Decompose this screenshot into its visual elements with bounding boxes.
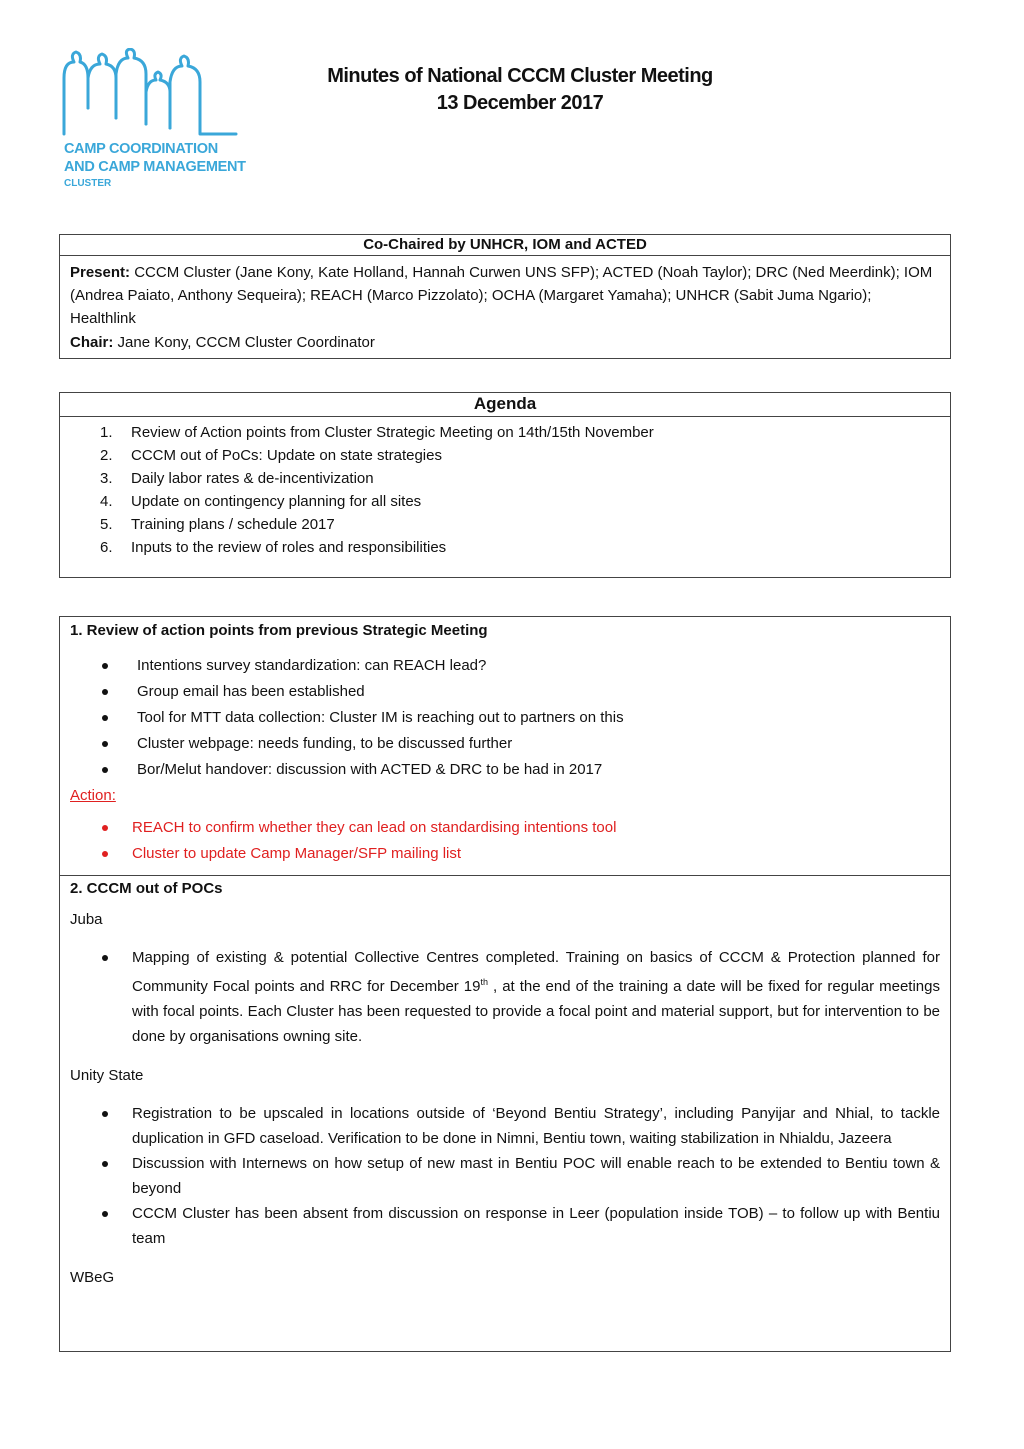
present-list bbox=[60, 256, 950, 332]
logo-line-3: CLUSTER bbox=[64, 178, 112, 189]
list-item: Tool for MTT data collection: Cluster IM is reaching out to partners on this bbox=[60, 705, 950, 731]
agenda-item: 3. Daily labor rates & de-incentivization bbox=[100, 470, 374, 487]
list-item: Bor/Melut handover: discussion with ACTED & DRC to be had in 2017 bbox=[60, 757, 950, 783]
wbeg-label: WBeG bbox=[70, 1269, 115, 1286]
attendance-heading: Co-Chaired by UNHCR, IOM and ACTED bbox=[60, 235, 950, 256]
title-line-1: Minutes of National CCCM Cluster Meeting bbox=[327, 65, 713, 87]
list-item: Cluster webpage: needs funding, to be discussed further bbox=[60, 731, 950, 757]
agenda-item: 2. CCCM out of PoCs: Update on state strategies bbox=[100, 447, 442, 464]
action-item: REACH to confirm whether they can lead on standardising intentions tool bbox=[60, 815, 950, 841]
agenda-item: 1. Review of Action points from Cluster Strategic Meeting on 14th/15th November bbox=[100, 424, 654, 441]
logo-line-2: AND CAMP MANAGEMENT bbox=[64, 159, 246, 175]
unity-state-bullets bbox=[60, 1101, 950, 1251]
list-item: Intentions survey standardization: can REACH lead? bbox=[60, 653, 950, 679]
agenda-heading: Agenda bbox=[60, 393, 950, 417]
list-item: Group email has been established bbox=[60, 679, 950, 705]
cccm-logo bbox=[60, 48, 250, 189]
document-title bbox=[270, 63, 770, 117]
juba-bullets bbox=[60, 945, 950, 1049]
agenda-item: 5. Training plans / schedule 2017 bbox=[100, 516, 335, 533]
section-2-title: 2. CCCM out of POCs bbox=[70, 880, 223, 897]
agenda-item: 6. Inputs to the review of roles and responsibilities bbox=[100, 539, 447, 556]
list-item: Mapping of existing & potential Collective Centres completed. Training on basics of CCCM & Protection planned for Community Focal points and RRC for December 19th , at the end of the training a date will be fixed for regular meetings with focal points. Each Cluster has been requested to provide a focal point and material support, but for intervention to be done by organisations owning site. bbox=[60, 945, 950, 1049]
section-1-title: 1. Review of action points from previous Strategic Meeting bbox=[70, 622, 488, 639]
attendance-box bbox=[59, 234, 951, 359]
juba-label: Juba bbox=[70, 911, 103, 928]
action-items bbox=[60, 815, 950, 867]
agenda-box bbox=[59, 392, 951, 578]
chair-line bbox=[60, 332, 950, 358]
agenda-list bbox=[60, 421, 950, 559]
logo-line-1: CAMP COORDINATION bbox=[64, 141, 218, 157]
list-item: CCCM Cluster has been absent from discussion on response in Leer (population inside TOB) – to follow up with Bentiu team bbox=[60, 1201, 950, 1251]
action-item: Cluster to update Camp Manager/SFP mailing list bbox=[60, 841, 950, 867]
minutes-box bbox=[59, 616, 951, 1352]
chair-text: Jane Kony, CCCM Cluster Coordinator bbox=[117, 334, 375, 351]
people-silhouettes-icon bbox=[60, 48, 240, 140]
unity-state-label: Unity State bbox=[70, 1067, 144, 1084]
agenda-item: 4. Update on contingency planning for all sites bbox=[100, 493, 422, 510]
present-text: CCCM Cluster (Jane Kony, Kate Holland, Hannah Curwen UNS SFP); ACTED (Noah Taylor); DRC (Ned Meerdink); IOM (Andrea Paiato, Anthony Sequeira); REACH (Marco Pizzolato); OCHA (Margaret Yamaha); UNHCR (Sabit Juma Ngario); Healthlink bbox=[70, 264, 933, 327]
title-line-2: 13 December 2017 bbox=[436, 92, 604, 114]
list-item: Registration to be upscaled in locations outside of ‘Beyond Bentiu Strategy’, including Panyijar and Nhial, to tackle duplication in GFD caseload. Verification to be done in Nimni, Bentiu town, waiting stabilization in Nhialdu, Jazeera bbox=[60, 1101, 950, 1151]
present-label: Present: bbox=[70, 264, 131, 281]
chair-label: Chair: bbox=[70, 334, 114, 351]
list-item: Discussion with Internews on how setup of new mast in Bentiu POC will enable reach to be extended to Bentiu town & beyond bbox=[60, 1151, 950, 1201]
section-1-bullets bbox=[60, 653, 950, 783]
action-label: Action: bbox=[70, 787, 116, 804]
